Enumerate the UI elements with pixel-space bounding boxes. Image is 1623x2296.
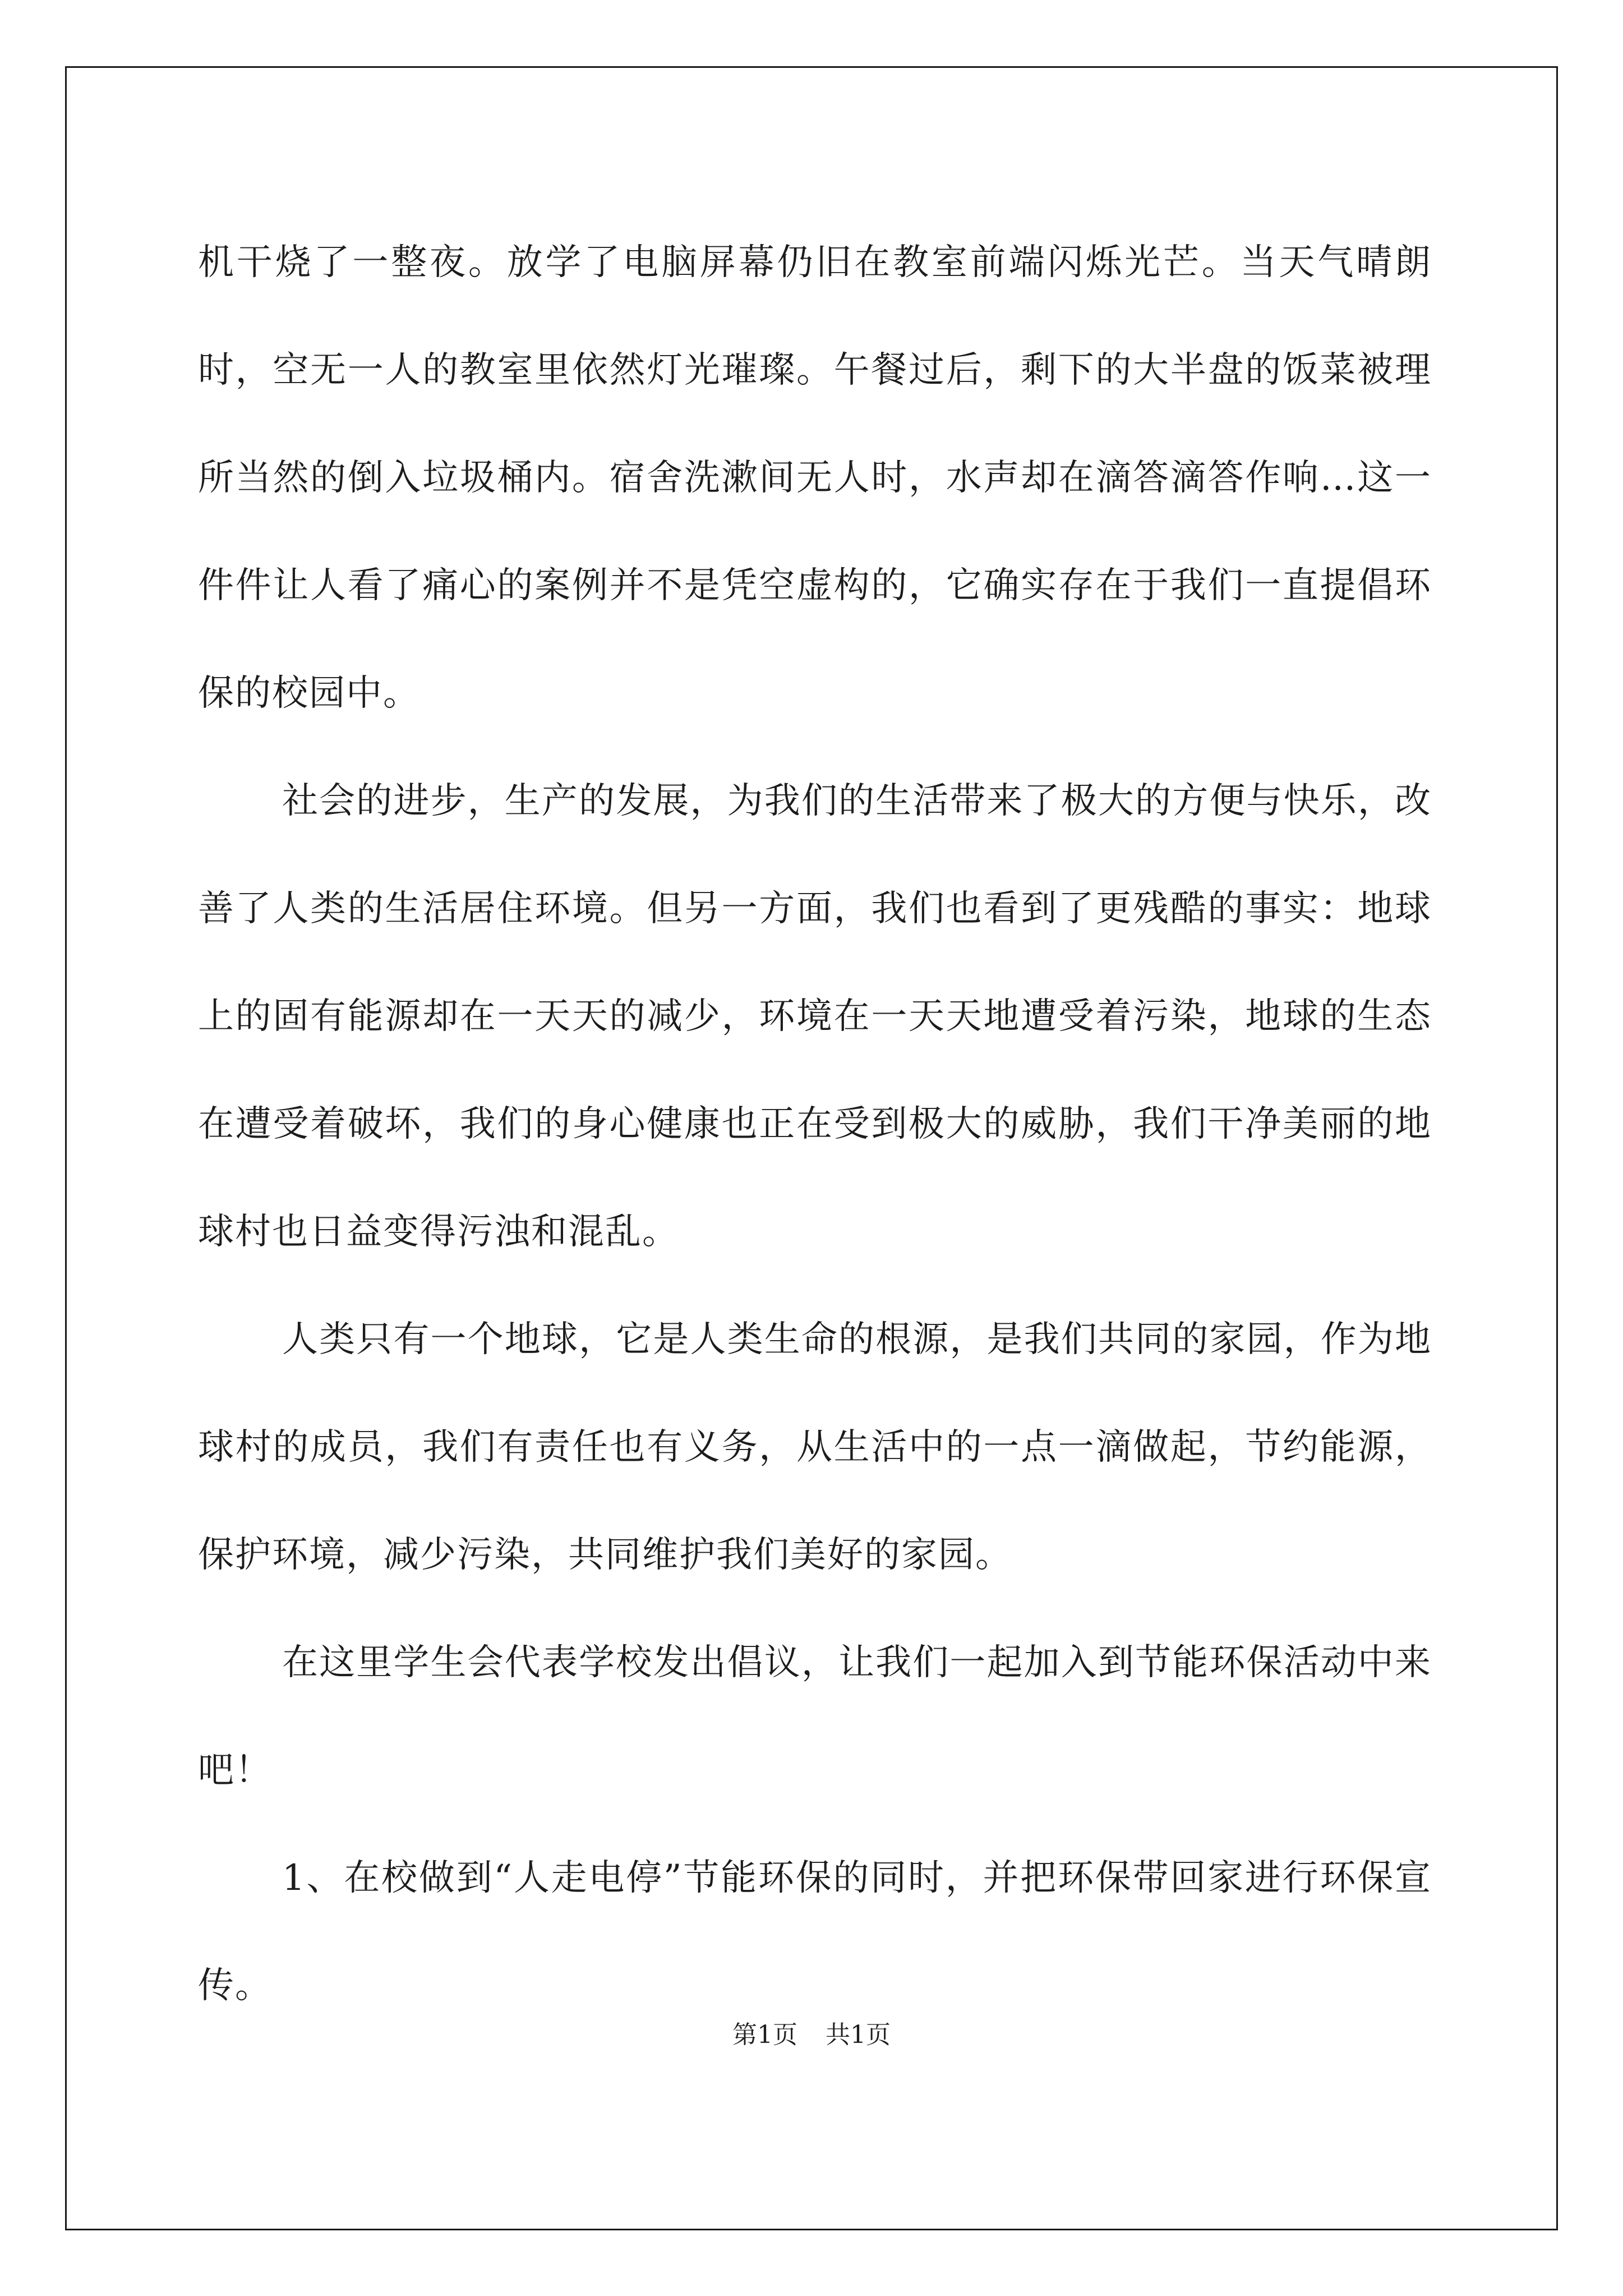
paragraph-1: 机干烧了一整夜。放学了电脑屏幕仍旧在教室前端闪烁光芒。当天气晴朗时，空无一人的教室里依然灯光璀璨。午餐过后，剩下的大半盘的饭菜被理所当然的倒入垃圾桶内。宿舍洗漱间无人时，水声却在滴答滴答作响…这一件件让人看了痛心的案例并不是凭空虚构的，它确实存在于我们一直提倡环保的校园中。: [198, 242, 1432, 714]
paragraph-5: 1、在校做到“人走电停”节能环保的同时，并把环保带回家进行环保宣传。: [198, 1857, 1432, 2007]
page-number-current: 第1页: [732, 2021, 797, 2049]
page-number-total: 共1页: [826, 2021, 891, 2049]
page-footer: [0, 2018, 1623, 2052]
paragraph-2: 社会的进步，生产的发展，为我们的生活带来了极大的方便与快乐，改善了人类的生活居住环境。但另一方面，我们也看到了更残酷的事实：地球上的固有能源却在一天天的减少，环境在一天天地遭受着污染，地球的生态在遭受着破坏，我们的身心健康也正在受到极大的威胁，我们干净美丽的地球村也日益变得污浊和混乱。: [198, 780, 1432, 1253]
paragraph-4: 在这里学生会代表学校发出倡议，让我们一起加入到节能环保活动中来吧！: [198, 1642, 1432, 1791]
document-body: [198, 209, 1432, 2040]
paragraph-3: 人类只有一个地球，它是人类生命的根源，是我们共同的家园，作为地球村的成员，我们有责任也有义务，从生活中的一点一滴做起，节约能源，保护环境，减少污染，共同维护我们美好的家园。: [198, 1319, 1432, 1576]
